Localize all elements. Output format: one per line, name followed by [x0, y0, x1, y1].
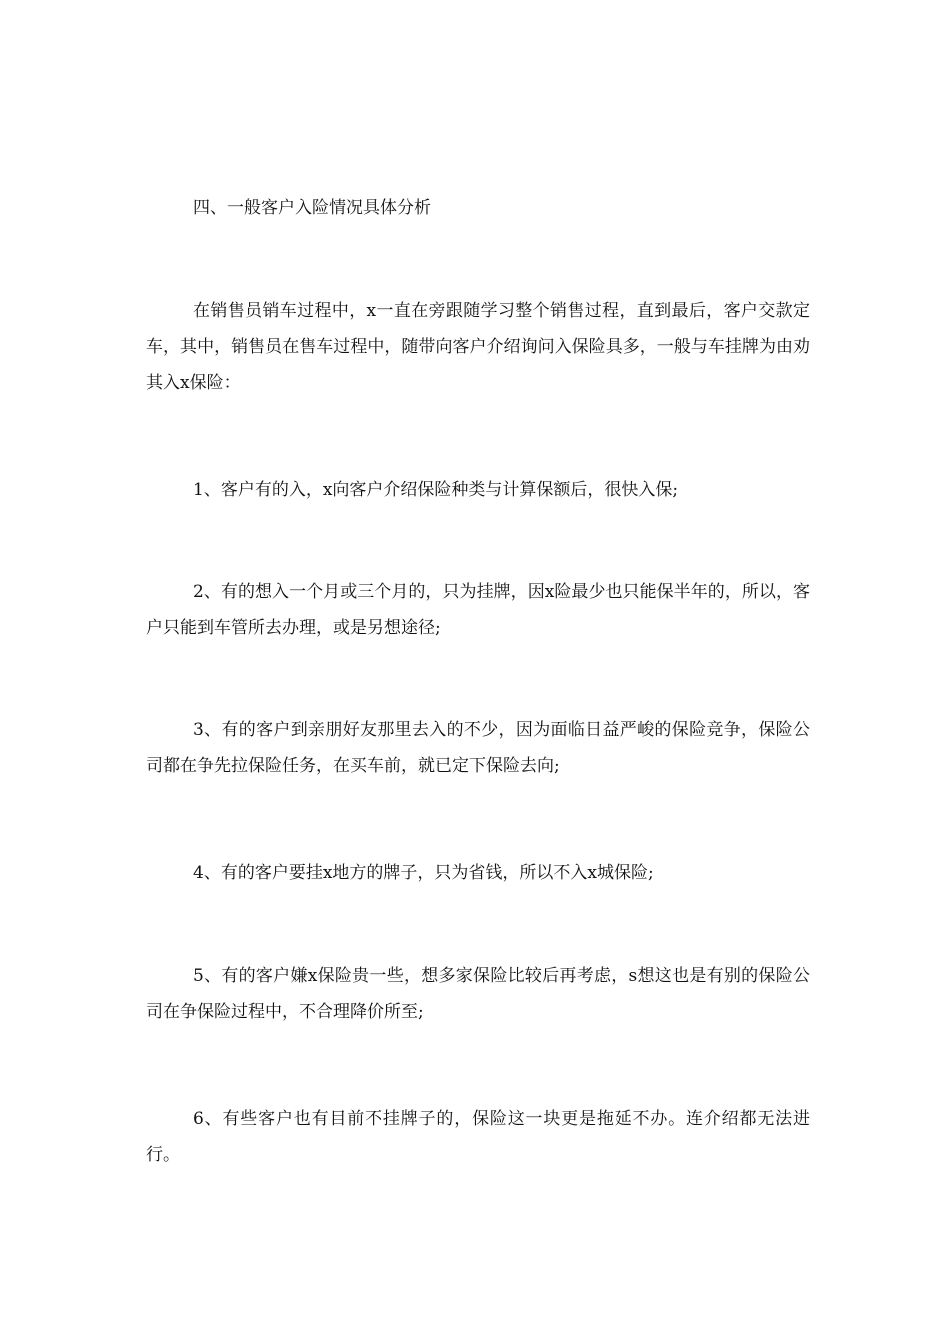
list-item-3: 3、有的客户到亲朋好友那里去入的不少，因为面临日益严峻的保险竞争，保险公司都在争先拉保险任务，在买车前，就已定下保险去向;	[146, 720, 810, 776]
intro-paragraph: 在销售员销车过程中，x一直在旁跟随学习整个销售过程，直到最后，客户交款定车，其中，销售员在售车过程中，随带向客户介绍询问入保险具多，一般与车挂牌为由劝其入x保险：	[146, 301, 810, 393]
list-item-5: 5、有的客户嫌x保险贵一些，想多家保险比较后再考虑，s想这也是有别的保险公司在争保险过程中，不合理降价所至;	[146, 966, 810, 1022]
section-heading: 四、一般客户入险情况具体分析	[193, 198, 431, 218]
list-item-6: 6、有些客户也有目前不挂牌子的，保险这一块更是拖延不办。连介绍都无法进行。	[146, 1109, 810, 1165]
list-item-2: 2、有的想入一个月或三个月的，只为挂牌，因x险最少也只能保半年的，所以，客户只能到车管所去办理，或是另想途径;	[146, 582, 810, 638]
list-item-1: 1、客户有的入，x向客户介绍保险种类与计算保额后，很快入保;	[193, 480, 679, 500]
list-item-4: 4、有的客户要挂x地方的牌子，只为省钱，所以不入x城保险;	[193, 863, 654, 883]
